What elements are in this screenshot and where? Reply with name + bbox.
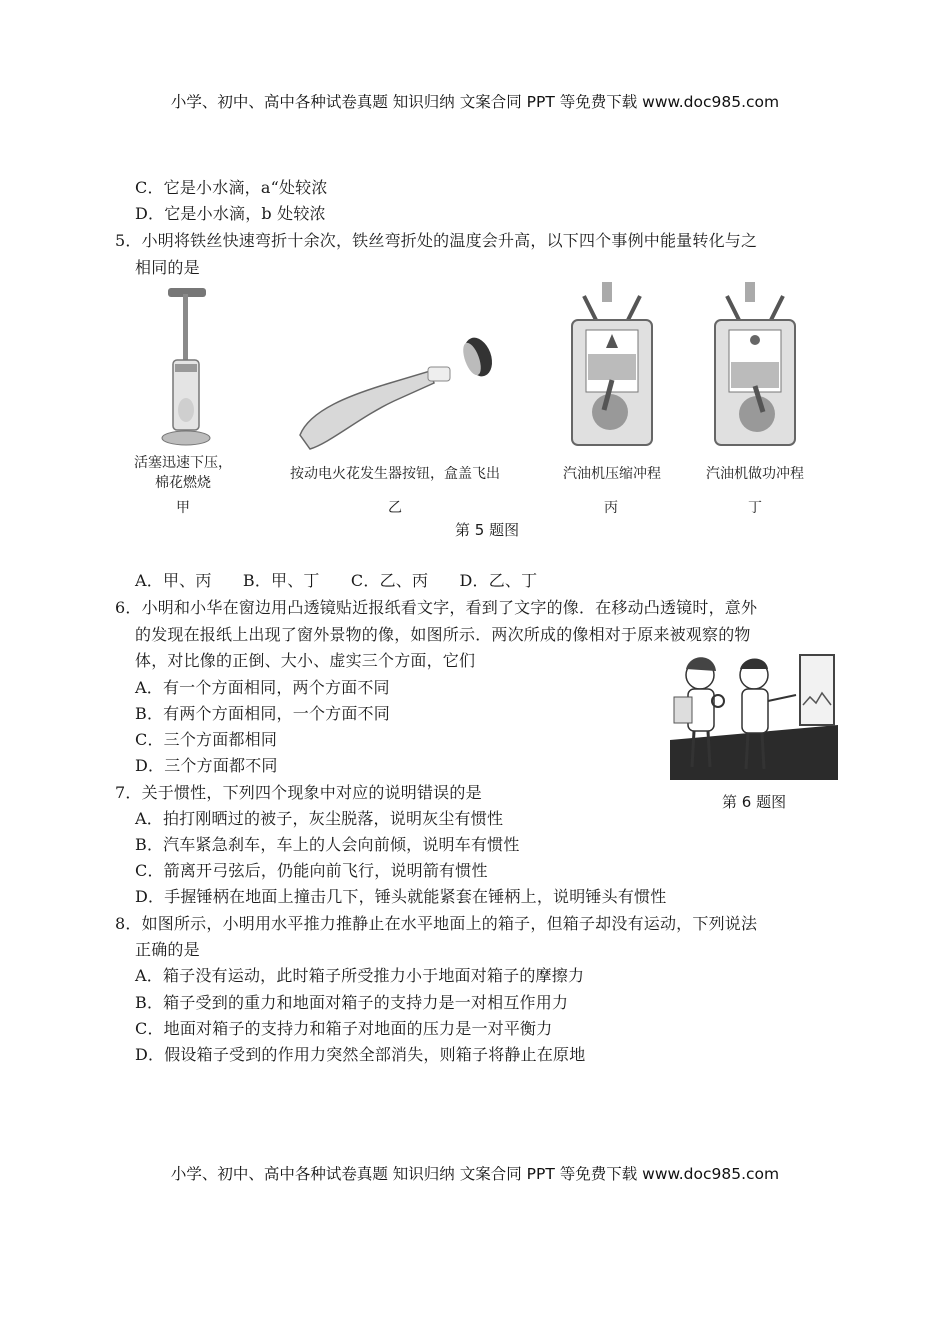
- q6-option-a: A．有一个方面相同，两个方面不同: [135, 678, 390, 697]
- q7-option-a: A．拍打刚晒过的被子，灰尘脱落，说明灰尘有惯性: [135, 809, 504, 828]
- q5-option-d: D．乙、丁: [459, 571, 538, 590]
- q6-figure-title: 第 6 题图: [722, 793, 787, 811]
- figure-ding-power-stroke: [705, 282, 805, 452]
- q6-stem-line2: 的发现在报纸上出现了窗外景物的像，如图所示．两次所成的像相对于原来被观察的物: [135, 625, 751, 644]
- q8-option-d: D．假设箱子受到的作用力突然全部消失，则箱子将静止在原地: [135, 1045, 586, 1064]
- q4-option-d: D．它是小水滴，b 处较浓: [135, 204, 326, 223]
- q5-options: [135, 568, 563, 591]
- q5-option-a: A．甲、丙: [135, 571, 212, 590]
- figure-jia-caption-line2: 棉花燃烧: [155, 475, 211, 491]
- q8-stem-line2: 正确的是: [135, 940, 200, 959]
- q6-option-c: C．三个方面都相同: [135, 730, 278, 749]
- q5-option-c: C．乙、丙: [350, 571, 429, 590]
- q6-option-b: B．有两个方面相同，一个方面不同: [135, 704, 390, 723]
- q7-stem: 7．关于惯性，下列四个现象中对应的说明错误的是: [115, 783, 482, 802]
- figure-ding-caption: 汽油机做功冲程: [706, 466, 804, 482]
- figure-q6-lens-window: [670, 645, 838, 780]
- q7-option-c: C．箭离开弓弦后，仍能向前飞行，说明箭有惯性: [135, 861, 488, 880]
- figure-bing-caption: 汽油机压缩冲程: [563, 466, 661, 482]
- q6-stem-line1: 6．小明和小华在窗边用凸透镜贴近报纸看文字，看到了文字的像．在移动凸透镜时，意外: [115, 598, 758, 617]
- figure-jia-air-pump: [140, 280, 230, 450]
- q5-stem-line1: 5．小明将铁丝快速弯折十余次，铁丝弯折处的温度会升高，以下四个事例中能量转化与之: [115, 231, 758, 250]
- q8-option-c: C．地面对箱子的支持力和箱子对地面的压力是一对平衡力: [135, 1019, 553, 1038]
- q8-option-b: B．箱子受到的重力和地面对箱子的支持力是一对相互作用力: [135, 993, 569, 1012]
- figure-yi-spark-generator: [290, 325, 510, 455]
- q8-option-a: A．箱子没有运动，此时箱子所受推力小于地面对箱子的摩擦力: [135, 966, 585, 985]
- figure-jia-caption-line1: 活塞迅速下压，: [134, 455, 232, 471]
- q7-option-b: B．汽车紧急刹车，车上的人会向前倾，说明车有惯性: [135, 835, 520, 854]
- q5-stem-line2: 相同的是: [135, 258, 200, 277]
- figure-bing-label: 丙: [604, 500, 618, 516]
- q7-option-d: D．手握锤柄在地面上撞击几下，锤头就能紧套在锤柄上，说明锤头有惯性: [135, 887, 667, 906]
- figure-yi-label: 乙: [388, 500, 402, 516]
- q6-stem-line3: 体，对比像的正倒、大小、虚实三个方面，它们: [135, 651, 476, 670]
- q5-option-b: B．甲、丁: [242, 571, 320, 590]
- page-footer: 小学、初中、高中各种试卷真题 知识归纳 文案合同 PPT 等免费下载 www.doc985.com: [170, 1165, 780, 1183]
- q8-stem-line1: 8．如图所示，小明用水平推力推静止在水平地面上的箱子，但箱子却没有运动，下列说法: [115, 914, 758, 933]
- q5-figure-title: 第 5 题图: [455, 521, 520, 539]
- figure-ding-label: 丁: [748, 500, 762, 516]
- figure-bing-compression-stroke: [562, 282, 662, 452]
- q4-option-c: C．它是小水滴，a“处较浓: [135, 178, 328, 197]
- figure-yi-caption: 按动电火花发生器按钮，盒盖飞出: [290, 466, 500, 482]
- figure-jia-label: 甲: [176, 500, 190, 516]
- q6-option-d: D．三个方面都不同: [135, 756, 278, 775]
- page-header: 小学、初中、高中各种试卷真题 知识归纳 文案合同 PPT 等免费下载 www.doc985.com: [170, 93, 780, 111]
